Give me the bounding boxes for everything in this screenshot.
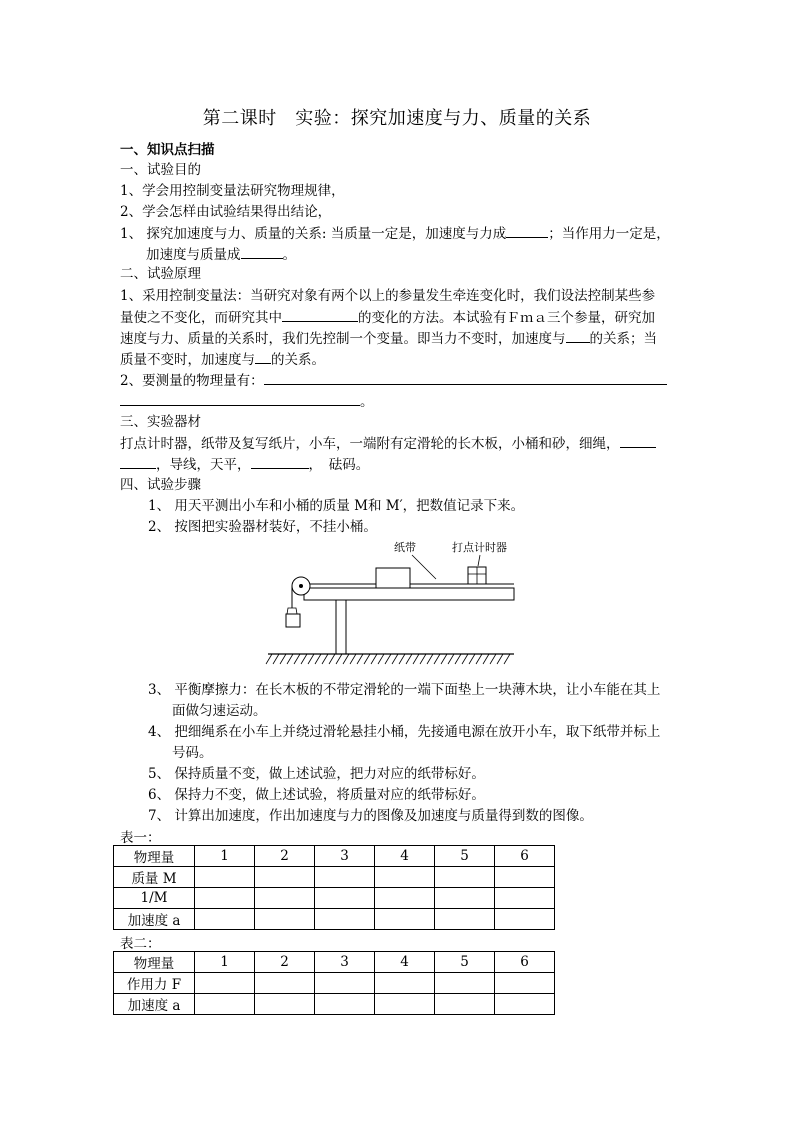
entry-cell[interactable] bbox=[195, 973, 255, 994]
entry-cell[interactable] bbox=[435, 973, 495, 994]
principle-line-3-b: 的关系；当 bbox=[589, 331, 657, 347]
header-trial-cell: 6 bbox=[495, 846, 555, 867]
hatch-stroke bbox=[371, 654, 377, 664]
principle-line-3-a: 速度与力、质量的关系时，我们先控制一个变量。即当力不变时，加速度与 bbox=[120, 331, 566, 347]
row-label-cell: 加速度 a bbox=[114, 994, 195, 1015]
fill-blank-equipment-1[interactable] bbox=[620, 433, 656, 448]
table-1-label: 表一： bbox=[120, 830, 161, 846]
entry-cell[interactable] bbox=[315, 888, 375, 909]
subheading-purpose: 一、试验目的 bbox=[120, 162, 201, 178]
row-label-cell: 质量 M bbox=[114, 867, 195, 888]
subheading-steps: 四、试验步骤 bbox=[120, 477, 201, 493]
subheading-principle: 二、试验原理 bbox=[120, 266, 201, 282]
purpose-item-2: 2、学会怎样由试验结果得出结论， bbox=[120, 204, 332, 220]
step-4-cont: 号码。 bbox=[172, 745, 213, 761]
table-header-row bbox=[114, 952, 555, 973]
purpose-item-3-text-b: ；当作用力一定是， bbox=[548, 226, 670, 242]
table-row bbox=[114, 994, 555, 1015]
hatch-stroke bbox=[504, 654, 510, 664]
entry-cell[interactable] bbox=[195, 888, 255, 909]
cart bbox=[376, 568, 410, 588]
hatch-stroke bbox=[497, 654, 503, 664]
hatch-stroke bbox=[434, 654, 440, 664]
step-5: 5、 保持质量不变，做上述试验，把力对应的纸带标好。 bbox=[148, 766, 485, 782]
hatch-stroke bbox=[301, 654, 307, 664]
hatch-stroke bbox=[378, 654, 384, 664]
hatch-stroke bbox=[287, 654, 293, 664]
entry-cell[interactable] bbox=[495, 909, 555, 930]
header-quantity-cell: 物理量 bbox=[114, 846, 195, 867]
table-row bbox=[114, 867, 555, 888]
hatch-stroke bbox=[336, 654, 342, 664]
hatch-stroke bbox=[343, 654, 349, 664]
hatch-stroke bbox=[350, 654, 356, 664]
fill-blank-variable[interactable] bbox=[282, 307, 358, 322]
entry-cell[interactable] bbox=[495, 867, 555, 888]
principle-line-4-b: 的关系。 bbox=[271, 352, 325, 368]
header-trial-cell: 6 bbox=[495, 952, 555, 973]
step-4: 4、 把细绳系在小车上并绕过滑轮悬挂小桶，先接通电源在放开小车，取下纸带并标上 bbox=[148, 724, 661, 740]
entry-cell[interactable] bbox=[495, 973, 555, 994]
hatch-stroke bbox=[413, 654, 419, 664]
entry-cell[interactable] bbox=[495, 994, 555, 1015]
pointer-timer bbox=[478, 555, 480, 566]
hatch-stroke bbox=[420, 654, 426, 664]
quantities-label: 2、要测量的物理量有： bbox=[120, 373, 264, 389]
fill-blank-quantities-2[interactable] bbox=[120, 391, 360, 406]
header-trial-cell: 2 bbox=[255, 846, 315, 867]
subheading-equipment: 三、实验器材 bbox=[120, 414, 201, 430]
step-3: 3、 平衡摩擦力：在长木板的不带定滑轮的一端下面垫上一块薄木块，让小车能在其上 bbox=[148, 682, 661, 698]
bucket-hook bbox=[287, 608, 297, 614]
equipment-line-1 bbox=[120, 433, 656, 454]
fill-blank-equipment-2[interactable] bbox=[120, 454, 156, 469]
equipment-text-2a: ，导线，天平， bbox=[156, 457, 251, 473]
entry-cell[interactable] bbox=[435, 909, 495, 930]
apparatus-svg bbox=[262, 536, 522, 668]
step-2: 2、 按图把实验器材装好，不挂小桶。 bbox=[148, 519, 377, 535]
entry-cell[interactable] bbox=[375, 909, 435, 930]
ground-hatching bbox=[266, 654, 510, 664]
header-trial-cell: 1 bbox=[195, 846, 255, 867]
entry-cell[interactable] bbox=[315, 867, 375, 888]
label-timer: 打点计时器 bbox=[452, 541, 507, 554]
entry-cell[interactable] bbox=[375, 867, 435, 888]
entry-cell[interactable] bbox=[435, 867, 495, 888]
purpose-item-3-text-d: 。 bbox=[282, 247, 296, 263]
equipment-text-2b: ， 砝码。 bbox=[308, 457, 370, 473]
row-label-cell: 1/M bbox=[114, 888, 195, 909]
bucket bbox=[286, 614, 300, 627]
hatch-stroke bbox=[294, 654, 300, 664]
hatch-stroke bbox=[329, 654, 335, 664]
purpose-item-1: 1、学会用控制变量法研究物理规律， bbox=[120, 183, 345, 199]
purpose-item-3 bbox=[120, 223, 670, 244]
entry-cell[interactable] bbox=[315, 909, 375, 930]
hatch-stroke bbox=[273, 654, 279, 664]
entry-cell[interactable] bbox=[315, 973, 375, 994]
table-header-row bbox=[114, 846, 555, 867]
principle-line-3 bbox=[120, 328, 657, 349]
equipment-text-1: 打点计时器，纸带及复写纸片，小车，一端附有定滑轮的长木板，小桶和砂，细绳， bbox=[120, 436, 620, 452]
entry-cell[interactable] bbox=[495, 888, 555, 909]
entry-cell[interactable] bbox=[195, 909, 255, 930]
table-row bbox=[114, 973, 555, 994]
purpose-item-3-cont bbox=[146, 244, 296, 265]
hatch-stroke bbox=[462, 654, 468, 664]
hatch-stroke bbox=[266, 654, 272, 664]
table-leg bbox=[336, 600, 346, 654]
hatch-stroke bbox=[476, 654, 482, 664]
header-quantity-cell: 物理量 bbox=[114, 952, 195, 973]
entry-cell[interactable] bbox=[375, 973, 435, 994]
header-trial-cell: 3 bbox=[315, 846, 375, 867]
hatch-stroke bbox=[280, 654, 286, 664]
header-trial-cell: 2 bbox=[255, 952, 315, 973]
header-trial-cell: 4 bbox=[375, 952, 435, 973]
quantities-end: 。 bbox=[360, 394, 374, 410]
table-2-label: 表二： bbox=[120, 936, 161, 952]
entry-cell[interactable] bbox=[255, 994, 315, 1015]
principle-line-2 bbox=[120, 307, 655, 328]
row-label-cell: 作用力 F bbox=[114, 973, 195, 994]
step-7: 7、 计算出加速度，作出加速度与力的图像及加速度与质量得到数的图像。 bbox=[148, 808, 593, 824]
purpose-item-3-text-a: 1、 探究加速度与力、质量的关系: 当质量一定是，加速度与力成 bbox=[120, 226, 507, 242]
entry-cell[interactable] bbox=[255, 973, 315, 994]
hatch-stroke bbox=[441, 654, 447, 664]
fill-blank-mass-relation[interactable] bbox=[241, 244, 283, 259]
entry-cell[interactable] bbox=[435, 994, 495, 1015]
hatch-stroke bbox=[364, 654, 370, 664]
entry-cell[interactable] bbox=[255, 888, 315, 909]
data-table-1 bbox=[113, 845, 555, 930]
header-trial-cell: 1 bbox=[195, 952, 255, 973]
pulley-axle bbox=[299, 584, 303, 588]
hatch-stroke bbox=[308, 654, 314, 664]
purpose-item-3-text-c: 加速度与质量成 bbox=[146, 247, 241, 263]
pointer-tape bbox=[412, 555, 436, 579]
principle-line-2-a: 量使之不变化，而研究其中 bbox=[120, 310, 282, 326]
page-title: 第二课时 实验：探究加速度与力、质量的关系 bbox=[202, 108, 592, 129]
hatch-stroke bbox=[490, 654, 496, 664]
hatch-stroke bbox=[322, 654, 328, 664]
apparatus-diagram bbox=[262, 536, 522, 668]
entry-cell[interactable] bbox=[195, 867, 255, 888]
table-row bbox=[114, 909, 555, 930]
label-paper-tape: 纸带 bbox=[394, 541, 416, 554]
hatch-stroke bbox=[357, 654, 363, 664]
section-knowledge-scan: 一、知识点扫描 bbox=[120, 142, 215, 158]
principle-line-4-a: 质量不变时，加速度与 bbox=[120, 352, 255, 368]
hatch-stroke bbox=[455, 654, 461, 664]
hatch-stroke bbox=[385, 654, 391, 664]
equipment-line-2 bbox=[120, 454, 369, 475]
principle-line-1: 1、采用控制变量法：当研究对象有两个以上的参量发生牵连变化时，我们设法控制某些参 bbox=[120, 288, 656, 304]
hatch-stroke bbox=[448, 654, 454, 664]
entry-cell[interactable] bbox=[375, 888, 435, 909]
principle-line-2-b: 的变化的方法。本试验有Ｆｍａ三个参量，研究加 bbox=[358, 310, 655, 326]
quantities-line-2 bbox=[120, 391, 374, 412]
fill-blank-force-const[interactable] bbox=[566, 328, 590, 343]
entry-cell[interactable] bbox=[255, 909, 315, 930]
fill-blank-force-relation[interactable] bbox=[506, 223, 548, 238]
row-label-cell: 加速度 a bbox=[114, 909, 195, 930]
header-trial-cell: 4 bbox=[375, 846, 435, 867]
step-1: 1、 用天平测出小车和小桶的质量 M和 M′，把数值记录下来。 bbox=[148, 498, 525, 514]
principle-line-4 bbox=[120, 349, 325, 370]
step-6: 6、 保持力不变，做上述试验，将质量对应的纸带标好。 bbox=[148, 787, 485, 803]
header-trial-cell: 5 bbox=[435, 952, 495, 973]
data-table-2 bbox=[113, 951, 555, 1015]
hatch-stroke bbox=[399, 654, 405, 664]
hatch-stroke bbox=[427, 654, 433, 664]
long-board bbox=[304, 588, 514, 600]
fill-blank-equipment-3[interactable] bbox=[251, 454, 309, 469]
entry-cell[interactable] bbox=[255, 867, 315, 888]
entry-cell[interactable] bbox=[315, 994, 375, 1015]
hatch-stroke bbox=[392, 654, 398, 664]
hatch-stroke bbox=[315, 654, 321, 664]
table-row bbox=[114, 888, 555, 909]
entry-cell[interactable] bbox=[435, 888, 495, 909]
hatch-stroke bbox=[406, 654, 412, 664]
fill-blank-mass-const[interactable] bbox=[255, 349, 271, 364]
entry-cell[interactable] bbox=[195, 994, 255, 1015]
header-trial-cell: 5 bbox=[435, 846, 495, 867]
hatch-stroke bbox=[483, 654, 489, 664]
quantities-line-1 bbox=[120, 370, 667, 391]
header-trial-cell: 3 bbox=[315, 952, 375, 973]
hatch-stroke bbox=[469, 654, 475, 664]
fill-blank-quantities-1[interactable] bbox=[264, 370, 667, 385]
entry-cell[interactable] bbox=[375, 994, 435, 1015]
step-3-cont: 面做匀速运动。 bbox=[172, 703, 267, 719]
